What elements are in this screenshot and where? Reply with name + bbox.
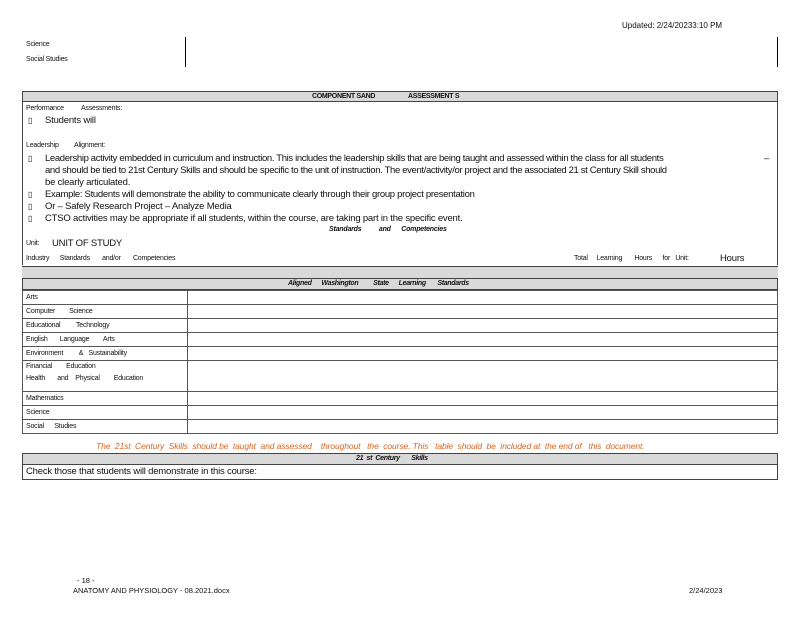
right-border xyxy=(777,37,778,67)
total-hours-label: Total Learning Hours for Unit: xyxy=(574,255,689,262)
row-label-social-studies: Social Studies xyxy=(26,56,68,63)
unit-value: UNIT OF STUDY xyxy=(52,238,123,249)
updated-timestamp: Updated: 2/24/20233:10 PM xyxy=(622,21,723,30)
bullet-icon: ▯ xyxy=(28,154,33,163)
standards-row-label: English Language Arts xyxy=(23,333,188,347)
standards-row-value[interactable] xyxy=(188,333,778,347)
standards-row-label: Mathematics xyxy=(23,392,188,406)
standards-row-label: Computer Science xyxy=(23,305,188,319)
bullet-icon: ▯ xyxy=(28,116,33,125)
leadership-bullet-3: Or – Safely Research Project – Analyze Media xyxy=(45,201,232,212)
check-skills-line: Check those that students will demonstrate in this course: xyxy=(26,466,257,477)
table-row xyxy=(23,305,778,319)
table-row xyxy=(23,420,778,434)
leadership-bullet-1-dash: – xyxy=(764,153,770,164)
standards-row-label: Social Studies xyxy=(23,420,188,434)
standards-competencies-caption: Standards and Competencies xyxy=(329,226,447,233)
total-hours-value: Hours xyxy=(720,253,745,264)
footer-date: 2/24/2023 xyxy=(689,586,723,595)
table-row xyxy=(23,319,778,333)
standards-row-label: Environment & Sustainability xyxy=(23,347,188,361)
row-label-science: Science xyxy=(26,41,50,48)
component-assessments-header xyxy=(22,91,778,102)
leadership-bullet-1: Leadership activity embedded in curriculum and instruction. This includes the leadership skills that are being taught and assessed within the class for all students xyxy=(45,153,664,164)
aligned-standards-label: Aligned Washington State Learning Standards xyxy=(288,280,469,287)
bullet-icon: ▯ xyxy=(28,214,33,223)
century-skills-label: 21 st Century Skills xyxy=(356,455,428,462)
assessments-label: ASSESSMENT S xyxy=(408,93,460,100)
performance-label: Performance Assessments: xyxy=(26,105,123,112)
unit-label: Unit: xyxy=(26,240,40,247)
table-row xyxy=(23,291,778,305)
table-row xyxy=(23,361,778,392)
standards-row-value[interactable] xyxy=(188,305,778,319)
top-standards-fragment xyxy=(22,37,778,67)
century-skills-header xyxy=(22,453,778,465)
performance-bullet: Students will xyxy=(45,115,96,126)
standards-row-label: Science xyxy=(23,406,188,420)
leadership-bullet-1-line3: be clearly articulated. xyxy=(45,177,131,188)
table-row xyxy=(23,406,778,420)
table-row xyxy=(23,347,778,361)
standards-row-value[interactable] xyxy=(188,347,778,361)
column-divider xyxy=(185,37,186,67)
table-row xyxy=(23,392,778,406)
component-section-box xyxy=(22,102,778,265)
standards-row-value[interactable] xyxy=(188,420,778,434)
leadership-label: Leadership Alignment: xyxy=(26,142,106,149)
standards-row-value[interactable] xyxy=(188,392,778,406)
standards-row-label: Educational Technology xyxy=(23,319,188,333)
standards-row-label: Arts xyxy=(23,291,188,305)
aligned-standards-header xyxy=(22,278,778,290)
industry-standards-label: Industry Standards and/or Competencies xyxy=(26,255,176,262)
document-name: ANATOMY AND PHYSIOLOGY - 08.2021.docx xyxy=(73,586,230,595)
page-number: - 18 - xyxy=(77,576,95,585)
bullet-icon: ▯ xyxy=(28,190,33,199)
century-skills-note: The 21st Century Skills should be taught and assessed throughout the course. This table should be included at the end of this document. xyxy=(96,441,645,451)
leadership-bullet-2: Example: Students will demonstrate the ability to communicate clearly through their group project presentation xyxy=(45,189,475,200)
table-row xyxy=(23,333,778,347)
leadership-bullet-4: CTSO activities may be appropriate if all students, within the course, are taking part in the specific event. xyxy=(45,213,463,224)
standards-row-label-financial-health: Financial Education Health and Physical Education xyxy=(23,361,188,392)
standards-row-value[interactable] xyxy=(188,319,778,333)
component-label: COMPONENT SAND xyxy=(312,93,376,100)
leadership-bullet-1-line2: and should be tied to 21st Century Skills and should be specific to the unit of instruction. The event/activity/or project and the associated 21 st Century Skill should xyxy=(45,165,667,176)
spacer-band xyxy=(22,266,778,278)
standards-row-value[interactable] xyxy=(188,361,778,392)
standards-table xyxy=(22,290,778,434)
standards-row-value[interactable] xyxy=(188,291,778,305)
standards-row-value[interactable] xyxy=(188,406,778,420)
bullet-icon: ▯ xyxy=(28,202,33,211)
